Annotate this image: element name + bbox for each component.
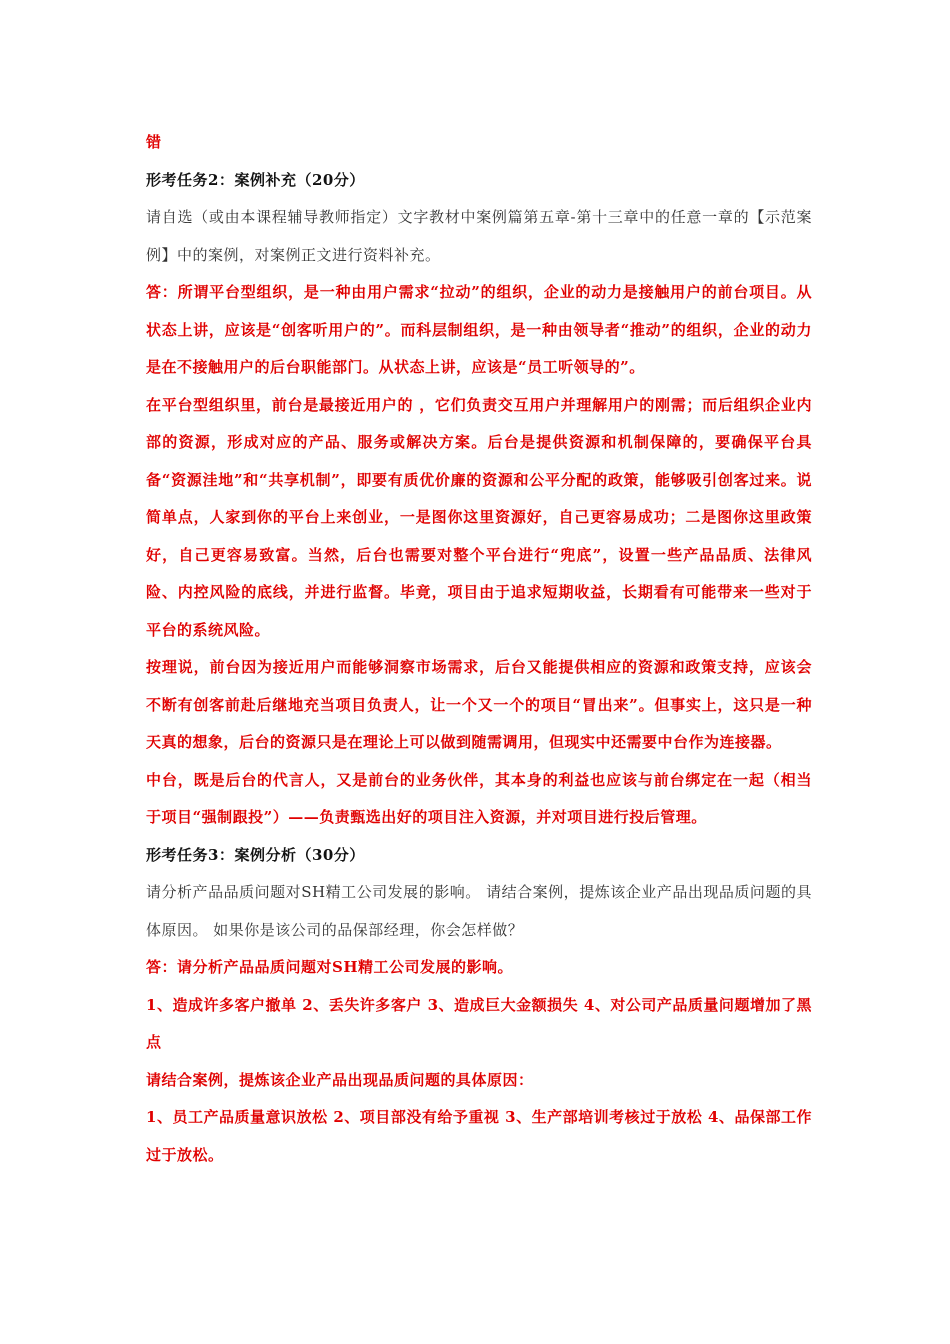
answer-paragraph-2: 在平台型组织里，前台是最接近用户的 ，它们负责交互用户并理解用户的刚需；而后组织企业内部的资源，形成对应的产品、服务或解决方案。后台是提供资源和机制保障的，要确保平台具备“资源洼地”和“共享机制”，即要有质优价廉的资源和公平分配的政策，能够吸引创客过来。说简单点，人家到你的平台上来创业，一是图你这里资源好，自己更容易成功；二是图你这里政策好，自己更容易致富。当然，后台也需要对整个平台进行“兜底”，设置一些产品品质、法律风险、内控风险的底线，并进行监督。毕竟，项目由于追求短期收益，长期看有可能带来一些对于平台的系统风险。 bbox=[146, 395, 812, 639]
answer-list-2: 1、员工产品质量意识放松 2、项目部没有给予重视 3、生产部培训考核过于放松 4、品保部工作过于放松。 bbox=[146, 1108, 812, 1164]
section-heading-task-2: 形考任务2：案例补充（20分） bbox=[146, 170, 365, 189]
section-heading-task-3: 形考任务3：案例分析（30分） bbox=[146, 845, 365, 864]
answer-question-1: 答：请分析产品品质问题对SH精工公司发展的影响。 bbox=[146, 958, 514, 976]
answer-paragraph-3: 按理说，前台因为接近用户而能够洞察市场需求，后台又能提供相应的资源和政策支持，应该会不断有创客前赴后继地充当项目负责人，让一个又一个的项目“冒出来”。但事实上，这只是一种天真的想象，后台的资源只是在理论上可以做到随需调用，但现实中还需要中台作为连接器。 bbox=[146, 658, 812, 751]
paragraph-fragment: 错 bbox=[146, 133, 162, 151]
answer-question-2: 请结合案例，提炼该企业产品出现品质问题的具体原因： bbox=[146, 1070, 534, 1089]
answer-paragraph-4: 中台，既是后台的代言人，又是前台的业务伙伴，其本身的利益也应该与前台绑定在一起（相当于项目“强制跟投”）——负责甄选出好的项目注入资源，并对项目进行投后管理。 bbox=[146, 770, 812, 826]
answer-list-1: 1、造成许多客户撤单 2、丢失许多客户 3、造成巨大金额损失 4、对公司产品质量问题增加了黑点 bbox=[146, 995, 812, 1051]
answer-paragraph-1: 答：所谓平台型组织，是一种由用户需求“拉动”的组织，企业的动力是接触用户的前台项目。从状态上讲，应该是“创客听用户的”。而科层制组织，是一种由领导者“推动”的组织，企业的动力是在不接触用户的后台职能部门。从状态上讲，应该是“员工听领导的”。 bbox=[146, 283, 812, 376]
task-2-prompt: 请自选（或由本课程辅导教师指定）文字教材中案例篇第五章-第十三章中的任意一章的【示范案例】中的案例，对案例正文进行资料补充。 bbox=[146, 208, 812, 264]
task-3-prompt: 请分析产品品质问题对SH精工公司发展的影响。 请结合案例，提炼该企业产品出现品质问题的具体原因。 如果你是该公司的品保部经理，你会怎样做？ bbox=[146, 883, 812, 939]
document-page bbox=[146, 124, 812, 1174]
